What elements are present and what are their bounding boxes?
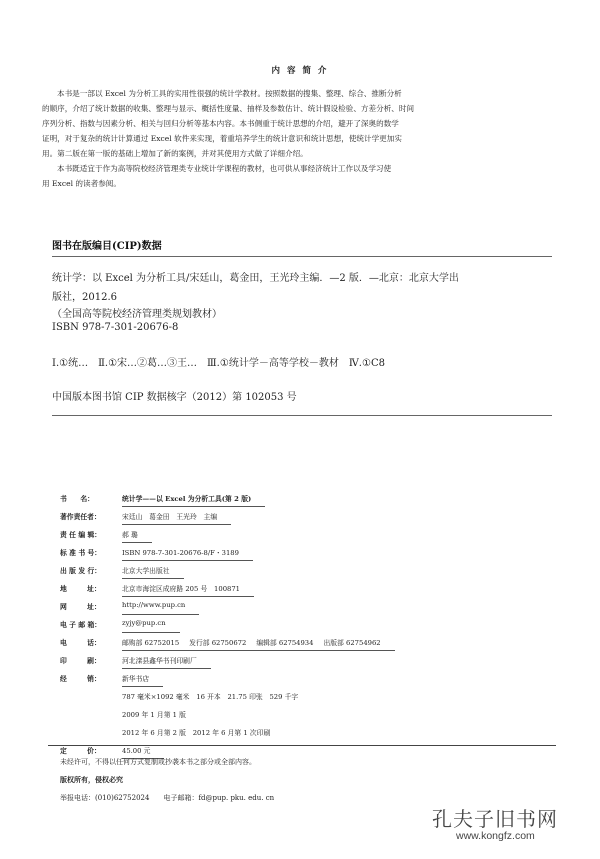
colophon-row: [60, 671, 550, 689]
cip-line: 版社，2012.6: [52, 292, 117, 303]
cip-line: 中国版本图书馆 CIP 数据核字（2012）第 102053 号: [52, 392, 297, 403]
colophon-value: [122, 655, 207, 665]
colophon-value-part: 新华书店: [122, 675, 150, 683]
colophon-underline: [122, 578, 184, 579]
colophon-row: [60, 689, 550, 707]
colophon-label: 定 价：: [60, 747, 101, 755]
colophon-value-part: http://www.pup.cn: [122, 601, 186, 609]
colophon-underline: [122, 542, 152, 543]
colophon-row: [60, 491, 550, 509]
intro-paragraph-1: [42, 86, 558, 161]
colophon-row: [60, 653, 550, 671]
cip-rule: [52, 415, 552, 416]
colophon-value: [122, 727, 280, 737]
colophon-value-part: 河北滦县鑫华书刊印刷厂: [122, 657, 197, 665]
colophon-underline: [122, 614, 199, 615]
colophon-underline: [122, 686, 163, 687]
colophon-label: 电 话：: [60, 639, 101, 647]
colophon-value: [122, 601, 195, 609]
cip-rule: [52, 256, 552, 257]
colophon-label: 网 址：: [60, 603, 101, 611]
colophon-row: [60, 599, 550, 617]
copyright-warning: 未经许可，不得以任何方式复制或抄袭本书之部分或全部内容。: [60, 758, 256, 766]
intro-line: 的顺序，介绍了统计数据的收集、整理与显示、概括性度量、抽样及参数估计、统计假设检验、方差分析、时间: [42, 104, 415, 113]
colophon-value: [122, 673, 159, 683]
intro-line: 证明，对于复杂的统计计算通过 Excel 软件来实现，着重培养学生的统计意识和统计思想，使统计学更加实: [42, 134, 402, 143]
colophon-value-part: 45.00 元: [122, 747, 151, 755]
intro-line: 本书既适宜于作为高等院校经济管理类专业统计学课程的教材，也可供从事经济统计工作以及学习使: [57, 164, 392, 173]
colophon-underline: [122, 650, 395, 651]
colophon-row: [60, 725, 550, 743]
cip-heading: 图书在版编目(CIP)数据: [52, 241, 162, 252]
colophon-value-part: 北京大学出版社: [122, 567, 170, 575]
intro-line: 序列分析、指数与因素分析、相关与回归分析等基本内容。本书侧重于统计思想的介绍，避开了深奥的数学: [42, 119, 399, 128]
colophon-divider: [48, 745, 556, 746]
colophon-value-part: 发行部 62750672: [189, 639, 247, 647]
cip-line: Ⅰ.①统… Ⅱ.①宋…②葛…③王… Ⅲ.①统计学－高等学校－教材 Ⅳ.①C8: [52, 358, 385, 369]
colophon-value: [122, 709, 196, 719]
copyright-notice: 版权所有，侵权必究: [60, 775, 123, 784]
colophon-value-part: 编辑部 62754934: [256, 639, 314, 647]
colophon-underline: [122, 596, 254, 597]
colophon-label: 电 子 邮 箱：: [60, 621, 102, 629]
colophon-row: [60, 545, 550, 563]
colophon-value: [122, 691, 308, 701]
colophon-value: [122, 565, 180, 575]
colophon-underline: [122, 524, 231, 525]
colophon-value: [122, 583, 250, 593]
intro-paragraph-2: [42, 161, 558, 191]
colophon-value: [122, 493, 261, 503]
colophon-value-part: 郝 璐: [122, 531, 138, 539]
colophon-row: [60, 707, 550, 725]
cip-line: （全国高等院校经济管理类规划教材）: [52, 309, 222, 320]
watermark-brand: 孔夫子旧书网: [432, 807, 558, 831]
intro-line: 用 Excel 的读者参阅。: [42, 179, 121, 188]
colophon-underline: [122, 560, 253, 561]
colophon-underline: [122, 668, 211, 669]
colophon-label: 经 销：: [60, 675, 101, 683]
colophon-value-part: ISBN 978-7-301-20676-8/F・3189: [122, 549, 239, 557]
cip-line: 统计学：以 Excel 为分析工具/宋廷山，葛金田，王光玲主编．—2 版．—北京：北京大学出: [52, 273, 459, 284]
colophon-label: 著作责任者：: [60, 513, 101, 521]
colophon-value-part: zyjy@pup.cn: [122, 619, 166, 627]
colophon-label: 出 版 发 行：: [60, 567, 102, 575]
intro-line: 本书是一部以 Excel 为分析工具的实用性很强的统计学教材。按照数据的搜集、整理、综合、推断分析: [57, 89, 402, 98]
report-contact: 举报电话：(010)62752024 电子邮箱：fd@pup. pku. edu. cn: [60, 794, 275, 802]
colophon-label: 地 址：: [60, 585, 101, 593]
colophon-value-part: 787 毫米×1092 毫米 16 开本 21.75 印张 529 千字: [122, 693, 299, 701]
colophon-value-part: 2012 年 6 月第 2 版 2012 年 6 月第 1 次印刷: [122, 729, 271, 737]
colophon-label: 书 名：: [60, 495, 94, 503]
colophon-label: 印 刷：: [60, 657, 101, 665]
colophon-row: [60, 581, 550, 599]
colophon-value-part: 2009 年 1 月第 1 版: [122, 711, 186, 719]
colophon-row: [60, 563, 550, 581]
colophon-value: [122, 745, 160, 755]
colophon-value-part: 宋廷山 葛金田 王光玲 主编: [122, 513, 218, 521]
colophon-value: [122, 547, 249, 557]
colophon-underline: [122, 506, 265, 507]
intro-line: 用。第二版在第一版的基础上增加了新的案例，并对其使用方式做了详细介绍。: [42, 149, 308, 158]
colophon-row: [60, 527, 550, 545]
cip-line: ISBN 978-7-301-20676-8: [52, 322, 179, 333]
colophon-row: [60, 617, 550, 635]
colophon-label: 责 任 编 辑：: [60, 531, 102, 539]
watermark-url: www.kongfz.com: [456, 830, 535, 842]
colophon-underline: [122, 632, 180, 633]
colophon-value: [122, 511, 227, 521]
colophon-value-part: 邮购部 62752015: [122, 639, 180, 647]
colophon-value: [122, 529, 148, 539]
colophon-value-part: 出版部 62754962: [323, 639, 381, 647]
colophon-value-part: 北京市海淀区成府路 205 号 100871: [122, 585, 241, 593]
colophon-row: [60, 509, 550, 527]
colophon-row: [60, 635, 550, 653]
intro-title: 内 容 简 介: [271, 66, 329, 76]
colophon-value: [122, 619, 176, 627]
colophon-label: 标 准 书 号：: [60, 549, 102, 557]
colophon-value: [122, 637, 391, 647]
colophon-value-part: 统计学——以 Excel 为分析工具(第 2 版): [122, 495, 252, 503]
